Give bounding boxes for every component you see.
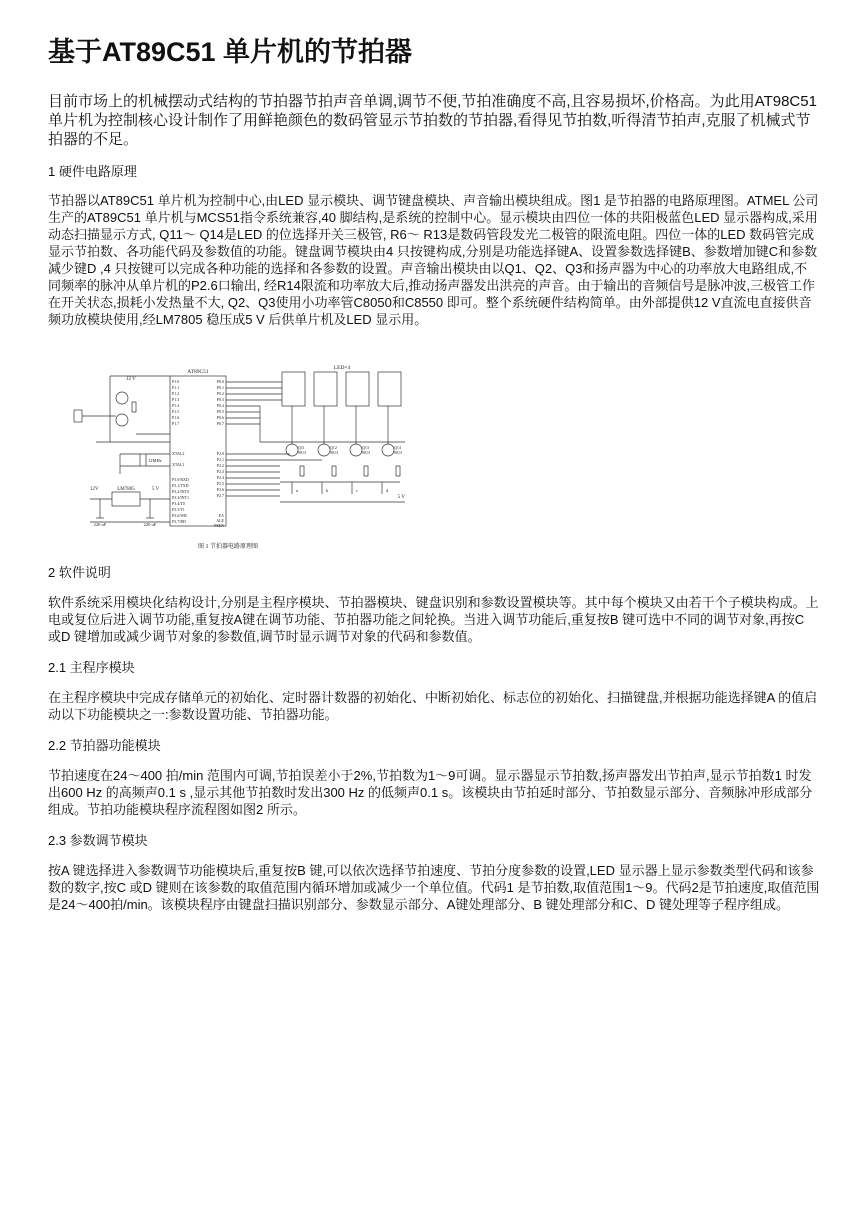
pin-label-p0-1: P0.1 (216, 385, 224, 390)
pin-label-p2-3: P2.3 (216, 469, 224, 474)
power-5v-label: 5 V (152, 487, 160, 492)
pin-label-p0-3: P0.3 (216, 397, 224, 402)
transistor-type-3: 9013 (394, 450, 402, 455)
pin-label-p1-6: P1.6 (172, 415, 180, 420)
power-12v-label: 12V (90, 487, 99, 492)
pin-label-p1-5: P1.5 (172, 409, 180, 414)
transistor-label-1: Q12 (330, 445, 337, 450)
transistor-label-3: Q14 (394, 445, 401, 450)
figure-caption: 图 1 节拍器电路原理图 (197, 544, 259, 550)
pin-label-p2-7: P2.7 (216, 493, 224, 498)
transistor-type-0: 9013 (298, 450, 306, 455)
pin-label-p1-0: P1.0 (172, 379, 180, 384)
pin-label-p0-4: P0.4 (216, 403, 224, 408)
pin-label-p0-2: P0.2 (216, 391, 224, 396)
pin-label-p2-4: P2.4 (216, 475, 224, 480)
section-heading-2-2: 2.2 节拍器功能模块 (48, 738, 161, 753)
section-body-2-1: 在主程序模块中完成存储单元的初始化、定时器计数器的初始化、中断初始化、标志位的初始化、扫描键盘,并根据功能选择键A 的值启动以下功能模块之一:参数设置功能、节拍器功能。 (48, 690, 818, 722)
pin-label-p1-7: P1.7 (172, 421, 180, 426)
transistor-type-1: 9013 (330, 450, 338, 455)
capacitor-2-label: 220 uF (143, 522, 157, 527)
pin-label-p0-6: P0.6 (216, 415, 224, 420)
pin-label-p2-2: P2.2 (216, 463, 224, 468)
pin-label-ctrl-1: ALE (216, 518, 224, 523)
key-label-d: d (386, 488, 389, 493)
pin-label-xtal-0: XTAL2 (172, 451, 185, 456)
section-body-1: 节拍器以AT89C51 单片机为控制中心,由LED 显示模块、调节键盘模块、声音输出模块组成。图1 是节拍器的电路原理图。ATMEL 公司生产的AT89C51 单片机与MCS51指令系统兼容,40 脚结构,是系统的控制中心。显示模块由四位一体的共阳极蓝色LED 显示器构成,采用动态扫描显示方式, Q11～ Q14是LED 的位选择开关三极管, R6～ R13是数码管段发光二极管的限流电阻。四位一体的LED 数码管完成显示节拍数、各功能代码及参数值的功能。键盘调节模块由4 只按键构成,分别是功能选择键A、设置参数选择键B、参数增加键C和参数减少键D ,4 只按键可以完成各种功能的选择和各参数的设置。声音输出模块由以Q1、Q2、Q3和扬声器为中心的功率放大电路组成,不同频率的脉冲从单片机的P2.6口输出, 经R14限流和功率放大后,推动扬声器发出洪亮的声音。由于输出的音频信号是脉冲波,三极管工作在开关状态,损耗小发热量不大, Q2、Q3使用小功率管C8050和C8550 即可。整个系统硬件结构简单。由外部提供12 V直流电直接供音频功放模块使用,经LM7805 稳压成5 V 后供单片机及LED 显示用。 (48, 193, 819, 327)
crystal-label: 12MHz (148, 458, 162, 463)
pin-label-p1-1: P1.1 (172, 385, 180, 390)
led-display-label: LED×4 (333, 365, 351, 371)
pin-label-ctrl-2: PSEN (214, 523, 224, 528)
regulator-label: LM7805 (117, 487, 135, 492)
mcu-chip-label: AT89C51 (187, 369, 209, 375)
section-heading-2: 2 软件说明 (48, 565, 111, 580)
key-label-a: a (296, 488, 298, 493)
section-heading-1: 1 硬件电路原理 (48, 164, 137, 179)
section-body-2-2: 节拍速度在24～400 拍/min 范围内可调,节拍误差小于2%,节拍数为1～9可调。显示器显示节拍数,扬声器发出节拍声,显示节拍数1 时发出600 Hz 的高频声0.1 s ,显示其他节拍数时发出300 Hz 的低频声0.1 s。该模块由节拍延时部分、节拍数显示部分、音频脉冲形成部分组成。节拍功能模块程序流程图如图2 所示。 (48, 768, 813, 817)
pin-label-p0-5: P0.5 (216, 409, 224, 414)
display-5v-label: 5 V (397, 495, 405, 500)
pin-label-p3-5: P3.5/T1 (172, 507, 185, 512)
page-title: 基于AT89C51 单片机的节拍器 (48, 37, 413, 67)
pin-label-p3-0: P3.0/RXD (172, 477, 189, 482)
supply-12v-label: 12 V (126, 377, 136, 382)
pin-label-p3-3: P3.3/INT1 (172, 495, 189, 500)
pin-label-p3-6: P3.6/WR (172, 513, 187, 518)
pin-label-p2-5: P2.5 (216, 481, 224, 486)
capacitor-1-label: 220 uF (93, 522, 107, 527)
transistor-label-2: Q13 (362, 445, 369, 450)
pin-label-p3-4: P3.4/T0 (172, 501, 185, 506)
section-body-2-3: 按A 键选择进入参数调节功能模块后,重复按B 键,可以依次选择节拍速度、节拍分度参数的设置,LED 显示器上显示参数类型代码和该参数的数字,按C 或D 键则在该参数的取值范围内循环增加或减少一个单位值。代码1 是节拍数,取值范围1～9。代码2是节拍速度,取值范围是24～400拍/min。该模块程序由键盘扫描识别部分、参数显示部分、A键处理部分、B 键处理部分和C、D 键处理等子程序组成。 (48, 863, 820, 912)
pin-label-p3-7: P3.7/RD (172, 519, 186, 524)
pin-label-p2-0: P2.0 (216, 451, 224, 456)
pin-label-p0-0: P0.0 (216, 379, 224, 384)
pin-label-xtal-1: XTAL1 (172, 462, 185, 467)
pin-label-ctrl-0: EA (218, 513, 224, 518)
section-heading-2-1: 2.1 主程序模块 (48, 660, 135, 675)
key-label-b: b (326, 488, 329, 493)
section-heading-2-3: 2.3 参数调节模块 (48, 833, 148, 848)
pin-label-p1-3: P1.3 (172, 397, 180, 402)
circuit-schematic (60, 362, 422, 554)
section-body-2: 软件系统采用模块化结构设计,分别是主程序模块、节拍器模块、键盘识别和参数设置模块等。其中每个模块又由若干个子模块构成。上电或复位后进入调节功能,重复按A键在调节功能、节拍器功能之间轮换。当进入调节功能后,重复按B 键可选中不同的调节对象,再按C 或D 键增加或减少调节对象的参数值,调节时显示调节对象的代码和参数值。 (48, 595, 819, 644)
pin-label-p3-1: P3.1/TXD (172, 483, 189, 488)
pin-label-p2-6: P2.6 (216, 487, 224, 492)
pin-label-p0-7: P0.7 (216, 421, 224, 426)
pin-label-p1-4: P1.4 (172, 403, 180, 408)
pin-label-p3-2: P3.2/INT0 (172, 489, 189, 494)
intro-paragraph: 目前市场上的机械摆动式结构的节拍器节拍声音单调,调节不便,节拍准确度不高,且容易损坏,价格高。为此用AT98C51 单片机为控制核心设计制作了用鲜艳颜色的数码管显示节拍数的节拍器,看得见节拍数,听得清节拍声,克服了机械式节拍器的不足。 (48, 93, 817, 148)
transistor-type-2: 9013 (362, 450, 370, 455)
transistor-label-0: Q11 (298, 445, 305, 450)
key-label-c: c (356, 488, 358, 493)
pin-label-p1-2: P1.2 (172, 391, 180, 396)
circuit-diagram-figure (60, 362, 422, 554)
pin-label-p2-1: P2.1 (216, 457, 224, 462)
